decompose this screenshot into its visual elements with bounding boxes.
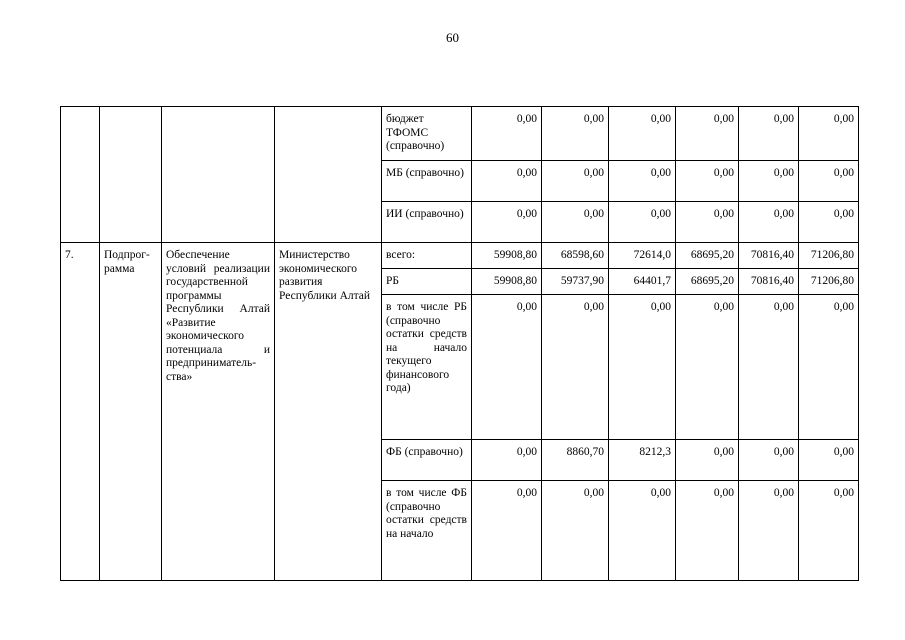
value-cell: 0,00 (799, 161, 859, 202)
item-name-cell: Обеспечение условий реализации государственной программы Республики Алтай «Развитие экономического потенциала и предприниматель-ства» (162, 243, 275, 581)
value-cell: 0,00 (739, 440, 799, 481)
value-cell: 0,00 (609, 161, 676, 202)
value-cell: 0,00 (676, 481, 739, 581)
value-cell: 59737,90 (542, 269, 609, 295)
table-row (61, 107, 859, 161)
funding-source-cell: в том числе ФБ (справочно остатки средств на начало (382, 481, 472, 581)
value-cell: 0,00 (739, 161, 799, 202)
value-cell: 0,00 (799, 295, 859, 440)
empty-number-cell (61, 107, 100, 243)
empty-name-cell (162, 107, 275, 243)
value-cell: 68598,60 (542, 243, 609, 269)
value-cell: 0,00 (676, 202, 739, 243)
value-cell: 70816,40 (739, 243, 799, 269)
empty-type-cell (100, 107, 162, 243)
value-cell: 59908,80 (472, 243, 542, 269)
funding-source-cell: всего: (382, 243, 472, 269)
value-cell: 8860,70 (542, 440, 609, 481)
value-cell: 0,00 (739, 295, 799, 440)
table-row (61, 243, 859, 269)
value-cell: 70816,40 (739, 269, 799, 295)
value-cell: 71206,80 (799, 269, 859, 295)
item-executor-cell: Министерство экономического развития Республики Алтай (275, 243, 382, 581)
empty-executor-cell (275, 107, 382, 243)
value-cell: 0,00 (472, 202, 542, 243)
value-cell: 68695,20 (676, 269, 739, 295)
funding-source-cell: МБ (справочно) (382, 161, 472, 202)
value-cell: 0,00 (542, 161, 609, 202)
value-cell: 0,00 (676, 161, 739, 202)
value-cell: 59908,80 (472, 269, 542, 295)
value-cell: 0,00 (676, 295, 739, 440)
value-cell: 0,00 (472, 107, 542, 161)
value-cell: 0,00 (739, 107, 799, 161)
funding-source-cell: ФБ (справочно) (382, 440, 472, 481)
funding-source-cell: ИИ (справочно) (382, 202, 472, 243)
item-type-cell: Подпрог-рамма (100, 243, 162, 581)
value-cell: 64401,7 (609, 269, 676, 295)
value-cell: 0,00 (609, 295, 676, 440)
value-cell: 0,00 (676, 440, 739, 481)
value-cell: 0,00 (542, 295, 609, 440)
funding-source-cell: в том числе РБ (справочно остатки средств на начало текущего финансового года) (382, 295, 472, 440)
value-cell: 0,00 (472, 295, 542, 440)
value-cell: 0,00 (472, 161, 542, 202)
value-cell: 0,00 (799, 107, 859, 161)
budget-table (60, 106, 859, 581)
value-cell: 0,00 (799, 440, 859, 481)
value-cell: 8212,3 (609, 440, 676, 481)
value-cell: 0,00 (676, 107, 739, 161)
value-cell: 68695,20 (676, 243, 739, 269)
value-cell: 0,00 (739, 481, 799, 581)
value-cell: 0,00 (609, 481, 676, 581)
funding-source-cell: бюджет ТФОМС (справочно) (382, 107, 472, 161)
funding-source-cell: РБ (382, 269, 472, 295)
value-cell: 0,00 (799, 481, 859, 581)
item-number-cell: 7. (61, 243, 100, 581)
page-number: 60 (446, 30, 459, 45)
value-cell: 72614,0 (609, 243, 676, 269)
value-cell: 0,00 (542, 202, 609, 243)
value-cell: 0,00 (609, 107, 676, 161)
value-cell: 0,00 (472, 440, 542, 481)
value-cell: 0,00 (739, 202, 799, 243)
value-cell: 71206,80 (799, 243, 859, 269)
value-cell: 0,00 (542, 107, 609, 161)
value-cell: 0,00 (472, 481, 542, 581)
value-cell: 0,00 (609, 202, 676, 243)
value-cell: 0,00 (799, 202, 859, 243)
value-cell: 0,00 (542, 481, 609, 581)
